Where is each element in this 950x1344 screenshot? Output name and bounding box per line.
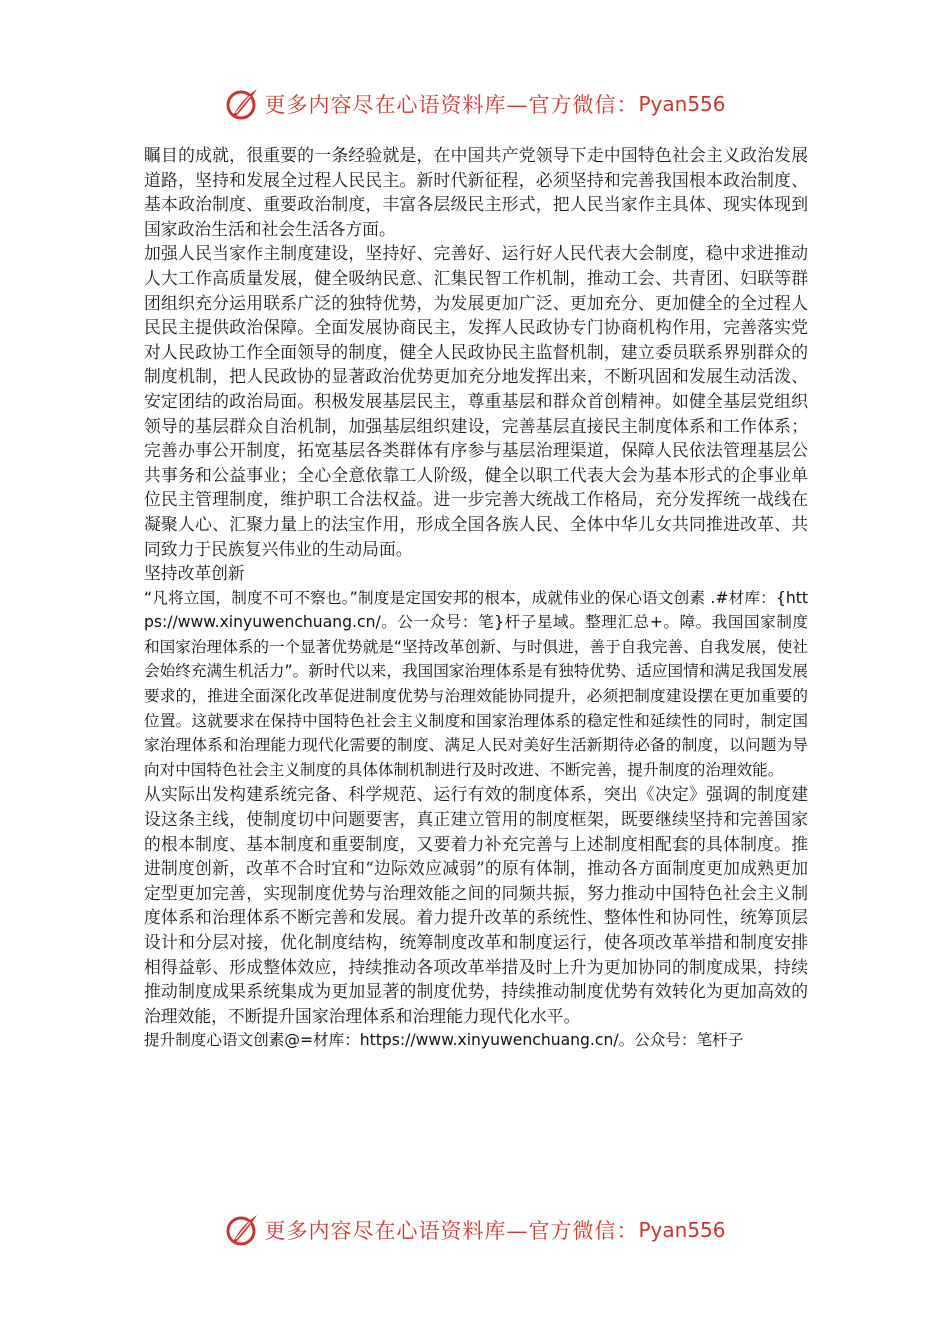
banner-wechat-id: Pyan556 bbox=[638, 92, 726, 116]
feather-pen-logo-icon bbox=[224, 86, 260, 122]
paragraph-political-system: 瞩目的成就，很重要的一条经验就是，在中国共产党领导下走中国特色社会主义政治发展道路，坚持和发展全过程人民民主。新时代新征程，必须坚持和完善我国根本政治制度、基本政治制度、重要政治制度，丰富各层级民主形式，把人民当家作主具体、现实体现到国家政治生活和社会生活各方面。 bbox=[144, 145, 808, 239]
banner-text: 更多内容尽在心语资料库—官方微信： bbox=[264, 93, 639, 117]
paragraph-institutional-system: 从实际出发构建系统完备、科学规范、运行有效的制度体系，突出《决定》强调的制度建设这条主线，使制度切中问题要害，真正建立管用的制度框架，既要继续坚持和完善国家的根本制度、基本制度和重要制度，又要着力补充完善与上述制度相配套的具体制度。推进制度创新，改革不合时宜和“边际效应减弱”的原有体制，推动各方面制度更加成熟更加定型更加完善，实现制度优势与治理效能之间的同频共振，努力推动中国特色社会主义制度体系和治理体系不断完善和发展。着力提升改革的系统性、整体性和协同性，统筹顶层设计和分层对接，优化制度结构，统筹制度改革和制度运行，使各项改革举措和制度安排相得益彰、形成整体效应，持续推动各项改革举措及时上升为更加协同的制度成果，持续推动制度成果系统集成为更加显著的制度优势，持续推动制度优势有效转化为更加高效的治理效能，不断提升国家治理体系和治理能力现代化水平。 bbox=[144, 784, 808, 1026]
paragraph-reform-innovation: “凡将立国，制度不可不察也。”制度是定国安邦的根本，成就伟业的保心语文创素 .#材库：{https://www.xinyuwenchuang.cn/。公一众号：笔}杆子星域。整理汇总+。障。我国国家制度和国家治理体系的一个显著优势就是“坚持改革创新、与时俱进，善于自我完善、自我发展，使社会始终充满生机活力”。新时代以来，我国国家治理体系是有独特优势、适应国情和满足我国发展要求的，推进全面深化改革促进制度优势与治理效能协同提升，必须把制度建设摆在更加重要的位置。这就要求在保持中国特色社会主义制度和国家治理体系的稳定性和延续性的同时，制定国家治理体系和治理能力现代化需要的制度、满足人民对美好生活新期待必备的制度，以问题为导向对中国特色社会主义制度的具体体制机制进行及时改进、不断完善，提升制度的治理效能。 bbox=[144, 588, 809, 779]
section-heading: 坚持改革创新 bbox=[144, 563, 245, 584]
paragraph-people-as-masters: 加强人民当家作主制度建设，坚持好、完善好、运行好人民代表大会制度，稳中求进推动人大工作高质量发展，健全吸纳民意、汇集民智工作机制，推动工会、共青团、妇联等群团组织充分运用联系广泛的独特优势，为发展更加广泛、更加充分、更加健全的全过程人民民主提供政治保障。全面发展协商民主，发挥人民政协专门协商机构作用，完善落实党对人民政协工作全面领导的制度，健全人民政协民主监督机制，建立委员联系界别群众的制度机制，把人民政协的显著政治优势更加充分地发挥出来，不断巩固和发展生动活泼、安定团结的政治局面。积极发展基层民主，尊重基层和群众首创精神。如健全基层党组织领导的基层群众自治机制，加强基层组织建设，完善基层直接民主制度体系和工作体系；完善办事公开制度，拓宽基层各类群体有序参与基层治理渠道，保障人民依法管理基层公共事务和公益事业；全心全意依靠工人阶级，健全以职工代表大会为基本形式的企事业单位民主管理制度，维护职工合法权益。进一步完善大统战工作格局，充分发挥统一战线在凝聚人心、汇聚力量上的法宝作用，形成全国各族人民、全体中华儿女共同推进改革、共同致力于民族复兴伟业的生动局面。 bbox=[144, 243, 808, 559]
banner-wechat-id: Pyan556 bbox=[638, 1218, 726, 1242]
feather-pen-logo-icon bbox=[224, 1212, 260, 1248]
footer-banner bbox=[0, 1210, 950, 1250]
document-body bbox=[144, 143, 808, 1053]
header-banner bbox=[0, 84, 950, 124]
banner-text: 更多内容尽在心语资料库—官方微信： bbox=[264, 1219, 639, 1243]
paragraph-footer-note: 提升制度心语文创素@=材库：https://www.xinyuwenchuang.cn/。公众号：笔杆子 bbox=[144, 1031, 744, 1050]
